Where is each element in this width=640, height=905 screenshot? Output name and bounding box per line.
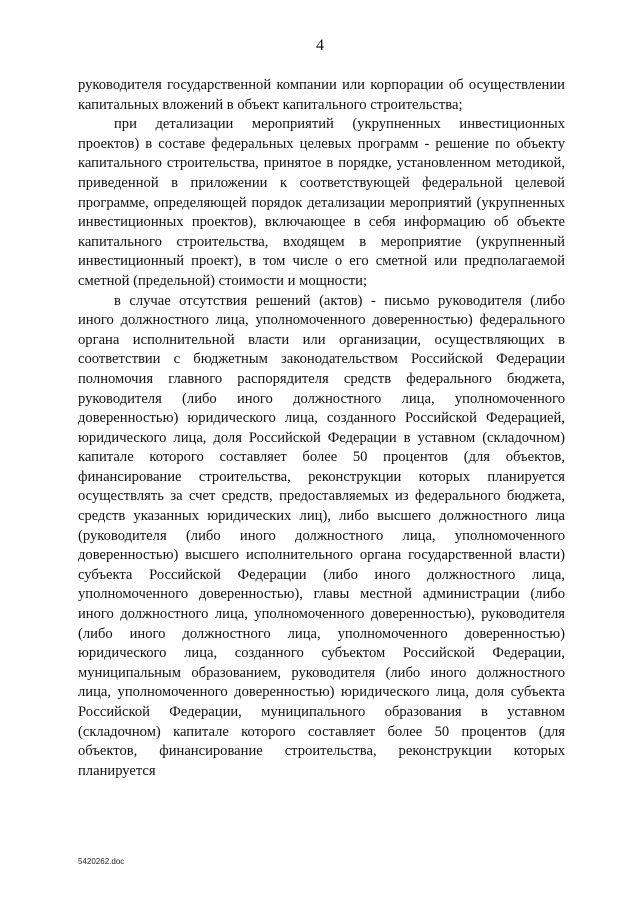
document-body	[78, 76, 565, 781]
page-number: 4	[316, 37, 324, 54]
paragraph-detailing: при детализации мероприятий (укрупненных инвестиционных проектов) в составе федеральных целевых программ - решение по объекту капитального строительства, принятое в порядке, установленном методикой, приведенной в приложении к соответствующей федеральной целевой программе, определяющей порядок детализации мероприятий (укрупненных инвестиционных проектов), включающее в себя информацию об объекте капитального строительства, входящем в мероприятие (укрупненный инвестиционный проект), в том числе о его сметной или предполагаемой сметной (предельной) стоимости и мощности;	[78, 116, 565, 289]
file-name-footer: 5420262.doc	[78, 857, 125, 866]
paragraph-continuation: руководителя государственной компании или корпорации об осуществлении капитальных вложений в объект капитального строительства;	[78, 77, 565, 113]
paragraph-absence-of-decisions: в случае отсутствия решений (актов) - письмо руководителя (либо иного должностного лица, уполномоченного доверенностью) федерального органа исполнительной власти или организации, осуществляющих в соответствии с бюджетным законодательством Российской Федерации полномочия главного распорядителя средств федерального бюджета, руководителя (либо иного должностного лица, уполномоченного доверенностью) юридического лица, созданного Российской Федерацией, юридического лица, доля Российской Федерации в уставном (складочном) капитале которого составляет более 50 процентов (для объектов, финансирование строительства, реконструкции которых планируется осуществлять за счет средств, предоставляемых из федерального бюджета, средств указанных юридических лиц), либо высшего должностного лица (руководителя (либо иного должностного лица, уполномоченного доверенностью) высшего исполнительного органа государственной власти) субъекта Российской Федерации (либо иного должностного лица, уполномоченного доверенностью), главы местной администрации (либо иного должностного лица, уполномоченного доверенностью), руководителя (либо иного должностного лица, уполномоченного доверенностью) юридического лица, созданного субъектом Российской Федерации, муниципальным образованием, руководителя (либо иного должностного лица, уполномоченного доверенностью) юридического лица, доля субъекта Российской Федерации, муниципального образования в уставном (складочном) капитале которого составляет более 50 процентов (для объектов, финансирование строительства, реконструкции которых планируется	[78, 292, 565, 779]
